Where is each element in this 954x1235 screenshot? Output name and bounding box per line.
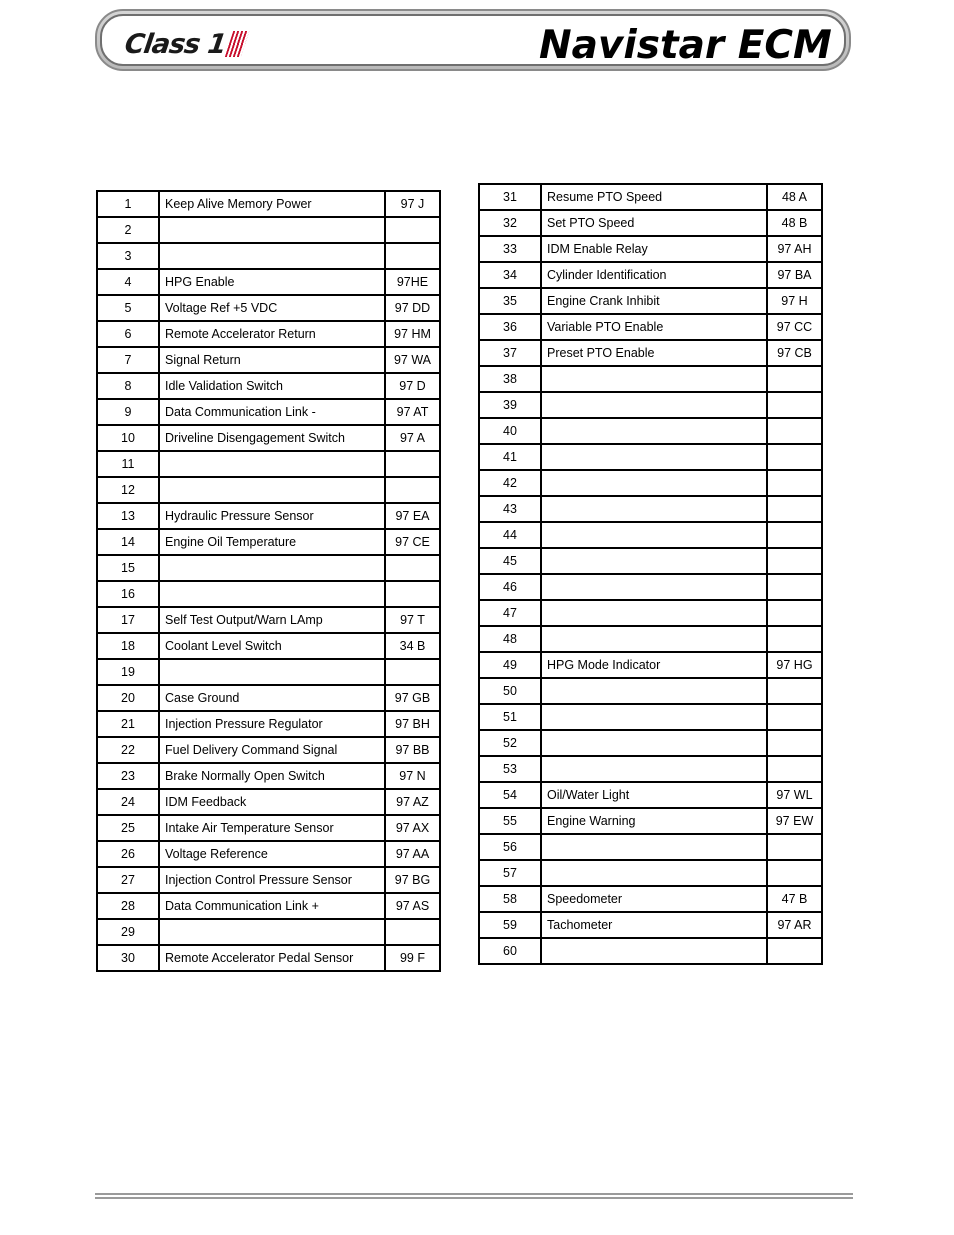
pin-number-cell: 12 bbox=[97, 477, 159, 503]
pin-number-cell: 32 bbox=[479, 210, 541, 236]
pin-function-cell: Fuel Delivery Command Signal bbox=[159, 737, 385, 763]
table-row bbox=[97, 347, 440, 373]
pin-function-cell: Data Communication Link - bbox=[159, 399, 385, 425]
table-row bbox=[97, 451, 440, 477]
pin-table-right bbox=[478, 183, 823, 965]
pin-function-cell bbox=[541, 704, 767, 730]
table-row bbox=[479, 262, 822, 288]
wire-code-cell bbox=[767, 730, 822, 756]
wire-code-cell bbox=[767, 366, 822, 392]
pin-number-cell: 20 bbox=[97, 685, 159, 711]
table-row bbox=[479, 652, 822, 678]
table-row bbox=[97, 399, 440, 425]
wire-code-cell bbox=[767, 574, 822, 600]
pin-function-cell bbox=[159, 477, 385, 503]
table-row bbox=[97, 191, 440, 217]
table-row bbox=[479, 756, 822, 782]
pin-function-cell bbox=[541, 366, 767, 392]
wire-code-cell bbox=[767, 938, 822, 964]
table-row bbox=[479, 548, 822, 574]
table-row bbox=[97, 607, 440, 633]
pin-function-cell: IDM Feedback bbox=[159, 789, 385, 815]
pin-number-cell: 58 bbox=[479, 886, 541, 912]
pin-function-cell: IDM Enable Relay bbox=[541, 236, 767, 262]
pin-function-cell: Data Communication Link + bbox=[159, 893, 385, 919]
wire-code-cell bbox=[767, 470, 822, 496]
table-row bbox=[97, 945, 440, 971]
table-row bbox=[479, 236, 822, 262]
wire-code-cell: 97 AA bbox=[385, 841, 440, 867]
table-row bbox=[479, 184, 822, 210]
wire-code-cell bbox=[385, 919, 440, 945]
pin-function-cell: Keep Alive Memory Power bbox=[159, 191, 385, 217]
table-row bbox=[97, 633, 440, 659]
pin-table-right-body bbox=[479, 184, 822, 964]
wire-code-cell: 97 N bbox=[385, 763, 440, 789]
pin-number-cell: 51 bbox=[479, 704, 541, 730]
table-row bbox=[479, 392, 822, 418]
wire-code-cell bbox=[767, 704, 822, 730]
pin-number-cell: 10 bbox=[97, 425, 159, 451]
table-row bbox=[479, 886, 822, 912]
pin-function-cell bbox=[159, 217, 385, 243]
pin-number-cell: 57 bbox=[479, 860, 541, 886]
pin-function-cell bbox=[541, 938, 767, 964]
pin-function-cell: Idle Validation Switch bbox=[159, 373, 385, 399]
wire-code-cell: 97HE bbox=[385, 269, 440, 295]
footer-rule bbox=[95, 1193, 853, 1199]
table-row bbox=[479, 574, 822, 600]
pin-number-cell: 27 bbox=[97, 867, 159, 893]
pin-number-cell: 59 bbox=[479, 912, 541, 938]
table-row bbox=[97, 425, 440, 451]
wire-code-cell: 97 WL bbox=[767, 782, 822, 808]
wire-code-cell: 97 WA bbox=[385, 347, 440, 373]
wire-code-cell: 97 BA bbox=[767, 262, 822, 288]
table-row bbox=[479, 496, 822, 522]
pin-function-cell bbox=[541, 626, 767, 652]
pin-function-cell: Self Test Output/Warn LAmp bbox=[159, 607, 385, 633]
table-row bbox=[97, 659, 440, 685]
wire-code-cell: 97 AR bbox=[767, 912, 822, 938]
pin-number-cell: 15 bbox=[97, 555, 159, 581]
wire-code-cell: 97 AH bbox=[767, 236, 822, 262]
table-row bbox=[479, 314, 822, 340]
pin-number-cell: 33 bbox=[479, 236, 541, 262]
pin-number-cell: 29 bbox=[97, 919, 159, 945]
table-row bbox=[479, 626, 822, 652]
pin-function-cell: Engine Oil Temperature bbox=[159, 529, 385, 555]
pin-number-cell: 53 bbox=[479, 756, 541, 782]
pin-number-cell: 49 bbox=[479, 652, 541, 678]
wire-code-cell: 97 J bbox=[385, 191, 440, 217]
table-row bbox=[97, 581, 440, 607]
table-row bbox=[479, 730, 822, 756]
pin-function-cell: Engine Crank Inhibit bbox=[541, 288, 767, 314]
pin-function-cell: Driveline Disengagement Switch bbox=[159, 425, 385, 451]
wire-code-cell bbox=[385, 659, 440, 685]
pin-number-cell: 5 bbox=[97, 295, 159, 321]
table-row bbox=[97, 919, 440, 945]
pin-function-cell bbox=[541, 678, 767, 704]
pin-function-cell: Set PTO Speed bbox=[541, 210, 767, 236]
table-row bbox=[479, 912, 822, 938]
table-row bbox=[479, 340, 822, 366]
pin-function-cell bbox=[159, 659, 385, 685]
table-row bbox=[97, 737, 440, 763]
pin-number-cell: 25 bbox=[97, 815, 159, 841]
pin-number-cell: 34 bbox=[479, 262, 541, 288]
table-row bbox=[479, 678, 822, 704]
wire-code-cell bbox=[385, 555, 440, 581]
wire-code-cell: 97 EW bbox=[767, 808, 822, 834]
table-row bbox=[97, 789, 440, 815]
table-row bbox=[479, 782, 822, 808]
wire-code-cell bbox=[767, 834, 822, 860]
pin-number-cell: 42 bbox=[479, 470, 541, 496]
wire-code-cell bbox=[767, 600, 822, 626]
pin-function-cell: Voltage Reference bbox=[159, 841, 385, 867]
pin-function-cell: Preset PTO Enable bbox=[541, 340, 767, 366]
table-row bbox=[97, 841, 440, 867]
pin-number-cell: 39 bbox=[479, 392, 541, 418]
pin-function-cell: Brake Normally Open Switch bbox=[159, 763, 385, 789]
pin-function-cell bbox=[541, 392, 767, 418]
table-row bbox=[97, 477, 440, 503]
wire-code-cell: 97 HG bbox=[767, 652, 822, 678]
wire-code-cell bbox=[767, 678, 822, 704]
table-row bbox=[97, 503, 440, 529]
wire-code-cell bbox=[385, 477, 440, 503]
wire-code-cell: 97 A bbox=[385, 425, 440, 451]
pin-number-cell: 37 bbox=[479, 340, 541, 366]
pin-number-cell: 26 bbox=[97, 841, 159, 867]
pin-function-cell: Remote Accelerator Pedal Sensor bbox=[159, 945, 385, 971]
wire-code-cell bbox=[767, 548, 822, 574]
pin-number-cell: 18 bbox=[97, 633, 159, 659]
pin-function-cell bbox=[159, 451, 385, 477]
pin-number-cell: 50 bbox=[479, 678, 541, 704]
wire-code-cell: 97 GB bbox=[385, 685, 440, 711]
pin-number-cell: 8 bbox=[97, 373, 159, 399]
table-row bbox=[97, 893, 440, 919]
wire-code-cell: 97 CC bbox=[767, 314, 822, 340]
wire-code-cell: 97 AT bbox=[385, 399, 440, 425]
pin-function-cell bbox=[541, 444, 767, 470]
pin-number-cell: 11 bbox=[97, 451, 159, 477]
wire-code-cell bbox=[767, 418, 822, 444]
pin-number-cell: 3 bbox=[97, 243, 159, 269]
pin-number-cell: 7 bbox=[97, 347, 159, 373]
pin-function-cell: Resume PTO Speed bbox=[541, 184, 767, 210]
table-row bbox=[97, 763, 440, 789]
wire-code-cell: 97 HM bbox=[385, 321, 440, 347]
wire-code-cell: 97 BH bbox=[385, 711, 440, 737]
wire-code-cell: 97 T bbox=[385, 607, 440, 633]
wire-code-cell bbox=[767, 496, 822, 522]
pin-function-cell: Speedometer bbox=[541, 886, 767, 912]
pin-number-cell: 48 bbox=[479, 626, 541, 652]
pin-number-cell: 55 bbox=[479, 808, 541, 834]
pin-function-cell bbox=[541, 574, 767, 600]
wire-code-cell: 97 CE bbox=[385, 529, 440, 555]
pin-function-cell bbox=[541, 496, 767, 522]
wire-code-cell bbox=[385, 581, 440, 607]
pin-table-left bbox=[96, 190, 441, 972]
pin-number-cell: 6 bbox=[97, 321, 159, 347]
pin-number-cell: 2 bbox=[97, 217, 159, 243]
pin-function-cell bbox=[541, 834, 767, 860]
wire-code-cell bbox=[767, 522, 822, 548]
pin-function-cell bbox=[541, 600, 767, 626]
table-row bbox=[479, 860, 822, 886]
table-row bbox=[479, 808, 822, 834]
pin-function-cell: Cylinder Identification bbox=[541, 262, 767, 288]
wire-code-cell: 97 EA bbox=[385, 503, 440, 529]
table-row bbox=[479, 366, 822, 392]
pin-function-cell: Signal Return bbox=[159, 347, 385, 373]
wire-code-cell bbox=[767, 626, 822, 652]
pin-function-cell: Intake Air Temperature Sensor bbox=[159, 815, 385, 841]
table-row bbox=[479, 210, 822, 236]
pin-function-cell: Engine Warning bbox=[541, 808, 767, 834]
pin-function-cell bbox=[541, 756, 767, 782]
table-row bbox=[97, 711, 440, 737]
pin-function-cell: Injection Pressure Regulator bbox=[159, 711, 385, 737]
table-row bbox=[479, 444, 822, 470]
pin-number-cell: 41 bbox=[479, 444, 541, 470]
table-row bbox=[97, 555, 440, 581]
pin-number-cell: 22 bbox=[97, 737, 159, 763]
pin-number-cell: 1 bbox=[97, 191, 159, 217]
wire-code-cell bbox=[767, 392, 822, 418]
wire-code-cell bbox=[385, 451, 440, 477]
pin-function-cell bbox=[541, 548, 767, 574]
pin-number-cell: 28 bbox=[97, 893, 159, 919]
wire-code-cell bbox=[767, 756, 822, 782]
table-row bbox=[97, 269, 440, 295]
pin-number-cell: 23 bbox=[97, 763, 159, 789]
pin-function-cell: Tachometer bbox=[541, 912, 767, 938]
pin-function-cell: HPG Mode Indicator bbox=[541, 652, 767, 678]
table-row bbox=[97, 867, 440, 893]
wire-code-cell: 48 B bbox=[767, 210, 822, 236]
pin-number-cell: 44 bbox=[479, 522, 541, 548]
pin-function-cell: Hydraulic Pressure Sensor bbox=[159, 503, 385, 529]
pin-number-cell: 21 bbox=[97, 711, 159, 737]
class1-logo bbox=[122, 26, 245, 62]
table-row bbox=[97, 815, 440, 841]
pin-number-cell: 30 bbox=[97, 945, 159, 971]
wire-code-cell: 97 AX bbox=[385, 815, 440, 841]
pin-function-cell: Case Ground bbox=[159, 685, 385, 711]
wire-code-cell: 97 CB bbox=[767, 340, 822, 366]
table-row bbox=[479, 288, 822, 314]
header-banner bbox=[95, 9, 851, 71]
pin-function-cell bbox=[159, 555, 385, 581]
pin-number-cell: 46 bbox=[479, 574, 541, 600]
pin-number-cell: 14 bbox=[97, 529, 159, 555]
table-row bbox=[97, 321, 440, 347]
logo-text: Class 1 bbox=[122, 28, 228, 60]
pin-function-cell bbox=[159, 243, 385, 269]
pin-number-cell: 31 bbox=[479, 184, 541, 210]
pin-function-cell: HPG Enable bbox=[159, 269, 385, 295]
pin-number-cell: 13 bbox=[97, 503, 159, 529]
pin-number-cell: 36 bbox=[479, 314, 541, 340]
pin-number-cell: 35 bbox=[479, 288, 541, 314]
pin-function-cell: Remote Accelerator Return bbox=[159, 321, 385, 347]
table-row bbox=[97, 685, 440, 711]
pin-number-cell: 17 bbox=[97, 607, 159, 633]
wire-code-cell bbox=[767, 860, 822, 886]
table-row bbox=[479, 522, 822, 548]
wire-code-cell: 97 DD bbox=[385, 295, 440, 321]
wire-code-cell: 47 B bbox=[767, 886, 822, 912]
wire-code-cell: 34 B bbox=[385, 633, 440, 659]
pin-table-left-body bbox=[97, 191, 440, 971]
table-row bbox=[479, 600, 822, 626]
pin-function-cell: Coolant Level Switch bbox=[159, 633, 385, 659]
pin-function-cell: Injection Control Pressure Sensor bbox=[159, 867, 385, 893]
wire-code-cell bbox=[385, 243, 440, 269]
pin-function-cell bbox=[159, 919, 385, 945]
pin-function-cell: Variable PTO Enable bbox=[541, 314, 767, 340]
wire-code-cell: 48 A bbox=[767, 184, 822, 210]
table-row bbox=[479, 704, 822, 730]
page-title: Navistar ECM bbox=[539, 23, 832, 68]
table-row bbox=[479, 470, 822, 496]
pin-function-cell bbox=[541, 418, 767, 444]
pin-number-cell: 43 bbox=[479, 496, 541, 522]
wire-code-cell: 97 BB bbox=[385, 737, 440, 763]
pin-number-cell: 24 bbox=[97, 789, 159, 815]
table-row bbox=[97, 529, 440, 555]
wire-code-cell: 97 H bbox=[767, 288, 822, 314]
banner-panel bbox=[100, 14, 846, 66]
pin-number-cell: 19 bbox=[97, 659, 159, 685]
pin-number-cell: 56 bbox=[479, 834, 541, 860]
table-row bbox=[97, 243, 440, 269]
pin-number-cell: 4 bbox=[97, 269, 159, 295]
pin-number-cell: 16 bbox=[97, 581, 159, 607]
table-row bbox=[97, 295, 440, 321]
pin-number-cell: 38 bbox=[479, 366, 541, 392]
pin-function-cell: Voltage Ref +5 VDC bbox=[159, 295, 385, 321]
wire-code-cell: 97 AS bbox=[385, 893, 440, 919]
wire-code-cell bbox=[385, 217, 440, 243]
wire-code-cell: 97 D bbox=[385, 373, 440, 399]
pin-function-cell: Oil/Water Light bbox=[541, 782, 767, 808]
wire-code-cell: 99 F bbox=[385, 945, 440, 971]
pin-function-cell bbox=[541, 730, 767, 756]
pin-number-cell: 54 bbox=[479, 782, 541, 808]
pin-number-cell: 47 bbox=[479, 600, 541, 626]
table-row bbox=[97, 373, 440, 399]
wire-code-cell: 97 AZ bbox=[385, 789, 440, 815]
table-row bbox=[479, 418, 822, 444]
logo-stripes-icon bbox=[224, 31, 248, 57]
wire-code-cell bbox=[767, 444, 822, 470]
table-row bbox=[479, 938, 822, 964]
table-row bbox=[479, 834, 822, 860]
pin-number-cell: 9 bbox=[97, 399, 159, 425]
pin-function-cell bbox=[541, 470, 767, 496]
pin-number-cell: 40 bbox=[479, 418, 541, 444]
pin-function-cell bbox=[541, 860, 767, 886]
pin-number-cell: 60 bbox=[479, 938, 541, 964]
wire-code-cell: 97 BG bbox=[385, 867, 440, 893]
pin-number-cell: 52 bbox=[479, 730, 541, 756]
pin-function-cell bbox=[159, 581, 385, 607]
pin-function-cell bbox=[541, 522, 767, 548]
table-row bbox=[97, 217, 440, 243]
pin-number-cell: 45 bbox=[479, 548, 541, 574]
